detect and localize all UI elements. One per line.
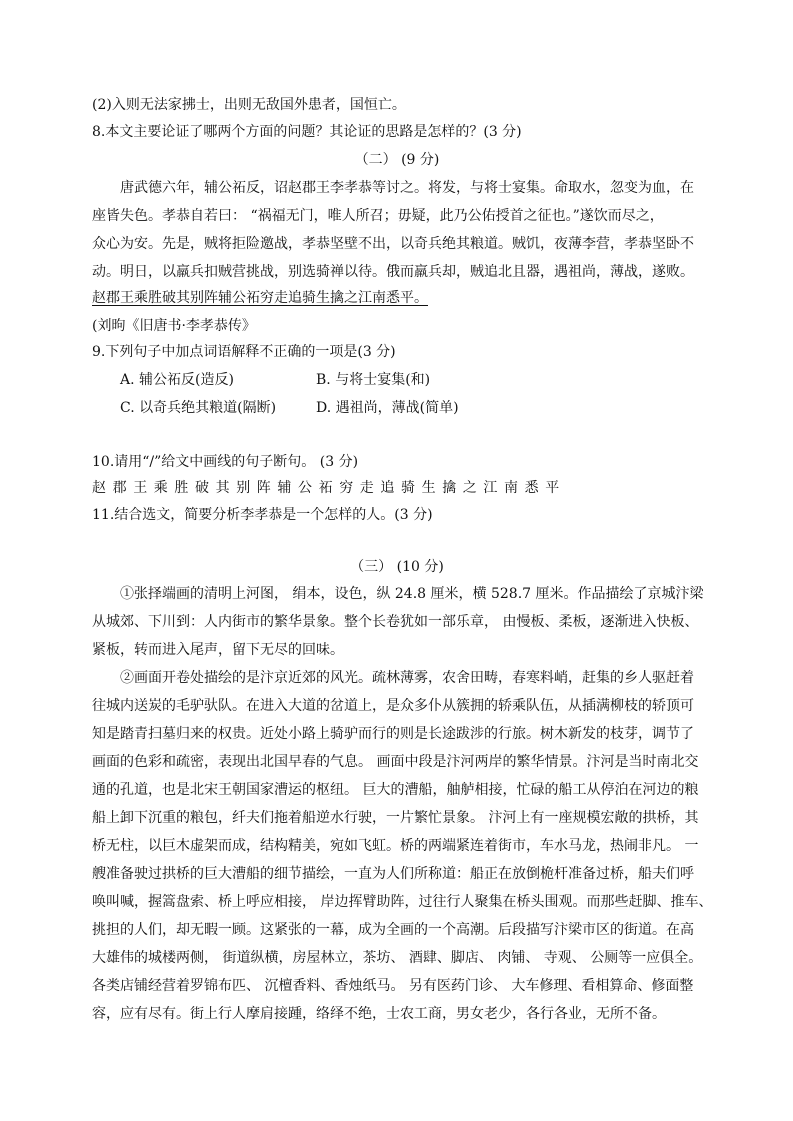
section-2-title: （二） (9 分) xyxy=(354,152,440,168)
question-10-stem: 10.请用“/”给文中画线的句子断句。 (3 分) xyxy=(92,454,359,470)
passage-line: 通的孔道，也是北宋王朝国家漕运的枢纽。 巨大的漕船，舳舻相接，忙碌的船工从停泊在河边的粮 xyxy=(92,782,699,798)
option-b: B. 与将士宴集(和) xyxy=(316,372,431,388)
passage-line: 桥无柱，以巨木虚架而成，结构精美，宛如飞虹。桥的两端紧连着街市，车水马龙，热闹非凡。 一 xyxy=(92,838,699,854)
passage-line: 往城内送炭的毛驴驮队。在进入大道的岔道上，是众多仆从簇拥的轿乘队伍，从插满柳枝的轿顶可 xyxy=(92,698,694,714)
option-c: C. 以奇兵绝其粮道(隔断) xyxy=(120,400,277,416)
question-9-stem: 9.下列句子中加点词语解释不正确的一项是(3 分) xyxy=(92,344,396,360)
passage-line: 知是踏青扫墓归来的权贵。近处小路上骑驴而行的则是长途跋涉的行旅。树木新发的枝芽，调节了 xyxy=(92,726,694,742)
passage-line: 画面的色彩和疏密，表现出北国早春的气息。 画面中段是汴河两岸的繁华情景。汴河是当时南北交 xyxy=(92,754,699,770)
section-3-title: （三） (10 分) xyxy=(350,559,444,575)
passage-line: ②画面开卷处描绘的是汴京近郊的风光。疏林薄雾，农舍田畴，春寒料峭，赶集的乡人驱赶着 xyxy=(120,670,694,686)
underlined-sentence: 赵郡王乘胜破其别阵辅公祏穷走追骑生擒之江南悉平。 xyxy=(92,290,428,306)
passage-line: 紧板，转而进入尾声，留下无尽的回味。 xyxy=(92,642,344,658)
question-11: 11.结合选文，简要分析李孝恭是一个怎样的人。(3 分) xyxy=(92,507,433,523)
question-10-sentence: 赵郡王乘胜破其别阵辅公祏穷走追骑生擒之江南悉平 xyxy=(92,480,566,496)
passage-line: 大雄伟的城楼两侧， 街道纵横，房屋林立，茶坊、 酒肆、脚店、 肉铺、 寺观、 公厕等一应俱全。 xyxy=(92,950,703,966)
passage-line: 座皆失色。孝恭自若曰： “祸福无门，唯人所召；毋疑，此乃公佑授首之征也。”遂饮而尽之， xyxy=(92,208,664,224)
passage-line: 动。明日，以羸兵扣贼营挑战，别选骑禅以待。俄而羸兵却，贼追北且器，遇祖尚，薄战，遂败。 xyxy=(92,264,694,280)
passage-line: 各类店铺经营着罗锦布匹、 沉檀香料、香烛纸马。 另有医药门诊、 大车修理、看相算命、修面整 xyxy=(92,978,694,994)
passage-line: 船上卸下沉重的粮包，纤夫们拖着船逆水行驶，一片繁忙景象。 汴河上有一座规模宏敞的拱桥，其 xyxy=(92,810,699,826)
passage-line: 容，应有尽有。街上行人摩肩接踵，络绎不绝，士农工商，男女老少，各行各业，无所不备。 xyxy=(92,1006,666,1022)
option-a: A. 辅公祏反(造反) xyxy=(120,372,234,388)
passage-line: 艘准备驶过拱桥的巨大漕船的细节描绘，一直为人们所称道：船正在放倒桅杆准备过桥，船夫们呼 xyxy=(92,866,694,882)
passage-line: 众心为安。先是，贼将拒险邀战，孝恭坚壁不出，以奇兵绝其粮道。贼饥，夜薄李营，孝恭坚卧不 xyxy=(92,236,694,252)
question-8: 8.本文主要论证了哪两个方面的问题？其论证的思路是怎样的？(3 分) xyxy=(92,124,522,140)
passage-line: 唤叫喊，握篙盘索、桥上呼应相接， 岸边挥臂助阵，过往行人聚集在桥头围观。而那些赶脚、推车、 xyxy=(92,894,712,910)
previous-item-text: (2)入则无法家拂士，出则无敌国外患者，国恒亡。 xyxy=(92,97,406,113)
passage-line: ①张择端画的清明上河图， 绢本，设色，纵 24.8 厘米，横 528.7 厘米。作品描绘了京城汴梁 xyxy=(120,586,704,602)
option-d: D. 遇祖尚，薄战(简单) xyxy=(316,400,459,416)
passage-line: 从城郊、下川到：人内街市的繁华景象。整个长卷犹如一部乐章， 由慢板、柔板，逐渐进入快板、 xyxy=(92,614,699,630)
passage-source: (刘昫《旧唐书·李孝恭传》 xyxy=(92,318,256,334)
passage-line: 唐武德六年，辅公祏反，诏赵郡王李孝恭等讨之。将发，与将士宴集。命取水，忽变为血，在 xyxy=(120,180,694,196)
passage-line: 挑担的人们，却无暇一顾。这紧张的一幕，成为全画的一个高潮。后段描写汴梁市区的街道。在高 xyxy=(92,922,694,938)
